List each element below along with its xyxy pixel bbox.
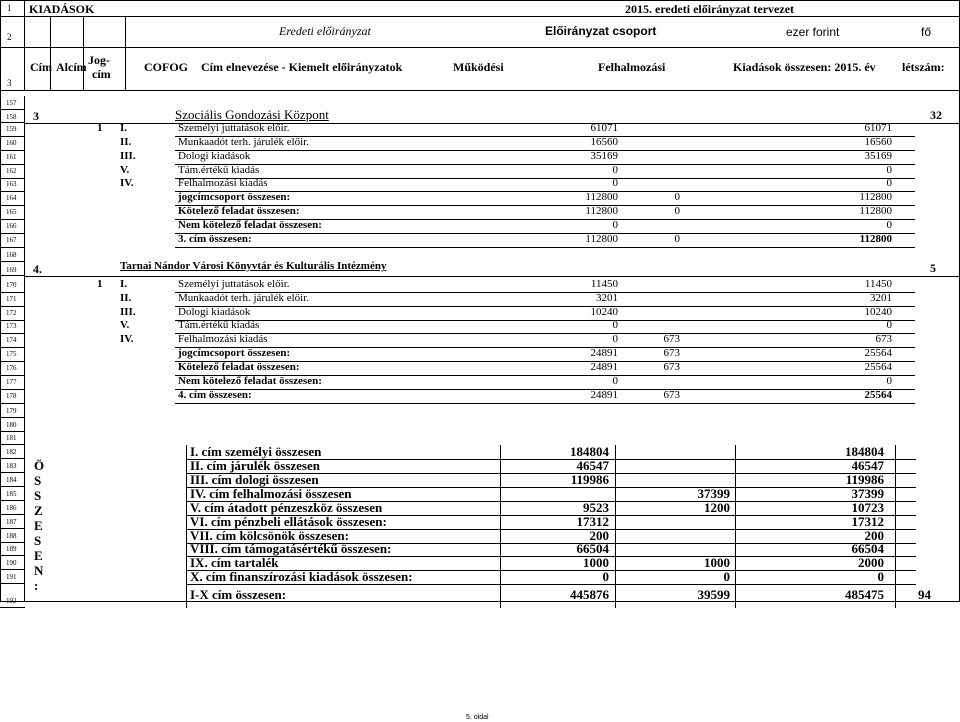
total-label: jogcímcsoport összesen:	[178, 347, 291, 359]
grid-line-v	[24, 96, 25, 602]
osszesen-value: 11450	[864, 278, 892, 290]
felhalmozasi-value: 673	[663, 333, 680, 345]
osszesen-value: 0	[886, 319, 892, 331]
summary-mukodesi: 119986	[570, 472, 609, 487]
summary-vertical-letter: E	[34, 518, 43, 533]
col-cim: Cím	[30, 60, 52, 74]
kiemelt-code: V.	[120, 319, 130, 331]
grid-line-h	[0, 122, 25, 123]
jogcim-number: 1	[97, 122, 103, 134]
kiemelt-code: III.	[120, 150, 136, 162]
summary-label: V. cím átadott pénzeszköz összesen	[190, 500, 383, 515]
row-number: 173	[6, 322, 17, 330]
summary-mukodesi: 66504	[576, 541, 609, 556]
row-number: 165	[6, 208, 17, 216]
osszesen-total: 25564	[864, 389, 892, 401]
grid-line-h	[0, 164, 25, 165]
row-number: 159	[6, 125, 17, 133]
grid-line-h	[175, 178, 915, 179]
row-number: 188	[6, 532, 17, 540]
section-title: Tarnai Nándor Városi Könyvtár és Kulturális Intézmény	[120, 260, 387, 272]
summary-vertical-letter: S	[34, 473, 42, 488]
row-number: 192	[6, 597, 17, 605]
row-number: 179	[6, 407, 17, 415]
summary-vertical-letter: :	[34, 578, 39, 593]
summary-osszesen: 10723	[851, 500, 884, 515]
sheet-title: KIADÁSOK	[29, 2, 95, 16]
felhalmozasi-total: 0	[674, 191, 680, 203]
felhalmozasi-total: 673	[663, 389, 680, 401]
mukodesi-value: 10240	[590, 306, 618, 318]
summary-osszesen: 119986	[845, 472, 884, 487]
col-cofog: COFOG	[144, 60, 188, 74]
mukodesi-total: 24891	[590, 389, 618, 401]
mukodesi-value: 11450	[590, 278, 618, 290]
page-footer: 5. oldal	[466, 714, 489, 721]
kiemelt-label: Munkaadót terh. járulék előir.	[178, 292, 310, 304]
row-number: 183	[6, 462, 17, 470]
grid-line-h	[0, 569, 25, 570]
grid-line-h	[0, 375, 25, 376]
kiemelt-code: V.	[120, 164, 130, 176]
grid-line-h	[186, 584, 916, 585]
total-label: Kötelező feladat összesen:	[178, 205, 300, 217]
osszesen-value: 35169	[864, 150, 892, 162]
grid-line-h	[0, 607, 25, 608]
summary-osszesen: 0	[877, 569, 884, 584]
kiemelt-code: IV.	[120, 333, 134, 345]
grid-line-h	[0, 444, 25, 445]
kiemelt-code: I.	[120, 278, 128, 290]
row-number: 176	[6, 364, 17, 372]
summary-felhalmozasi: 1200	[704, 500, 730, 515]
kiemelt-label: Dologi kiadások	[178, 150, 251, 162]
mukodesi-value: 0	[612, 164, 618, 176]
summary-osszesen: 66504	[851, 541, 884, 556]
felhalmozasi-total: 673	[663, 361, 680, 373]
osszesen-total: 112800	[859, 205, 892, 217]
row-number: 162	[6, 167, 17, 175]
grid-line-h	[0, 389, 25, 390]
summary-label: VI. cím pénzbeli ellátások összesen:	[190, 514, 387, 529]
kiemelt-label: Tám.értékű kiadás	[178, 319, 260, 331]
csoport-header: Előirányzat csoport	[545, 24, 657, 38]
kiemelt-code: II.	[120, 136, 132, 148]
grid-line-v	[24, 0, 25, 16]
row-number: 167	[6, 236, 17, 244]
grid-line-v	[24, 16, 25, 90]
summary-label: IX. cím tartalék	[190, 555, 279, 570]
osszesen-total: 112800	[859, 191, 892, 203]
section-cim-number: 3	[33, 109, 39, 123]
kiemelt-label: Felhalmozási kiadás	[178, 333, 268, 345]
row-number: 163	[6, 180, 17, 188]
kiemelt-code: II.	[120, 292, 132, 304]
row-number: 181	[6, 434, 17, 442]
row-number: 190	[6, 559, 17, 567]
grid-line-h	[175, 403, 915, 404]
sheet-subtitle: 2015. eredeti előirányzat tervezet	[625, 2, 795, 16]
grid-line-h	[0, 47, 960, 48]
col-jogcim-line2: cím	[92, 67, 111, 81]
grid-line-h	[0, 16, 960, 17]
grid-line-h	[0, 347, 25, 348]
fo-header: fő	[921, 25, 932, 39]
grid-line-v	[125, 16, 126, 90]
osszesen-value: 16560	[864, 136, 892, 148]
ezer-forint-header: ezer forint	[786, 25, 840, 39]
row-number: 158	[6, 113, 17, 121]
row-number: 184	[6, 476, 17, 484]
summary-label: II. cím járulék összesen	[190, 458, 320, 473]
row-number: 189	[6, 545, 17, 553]
grid-line-v	[895, 445, 896, 608]
kiemelt-label: Felhalmozási kiadás	[178, 177, 268, 189]
grid-line-h	[0, 205, 25, 206]
grid-line-h	[0, 333, 25, 334]
grid-line-h	[0, 486, 25, 487]
grid-line-h	[0, 361, 25, 362]
grid-line-h	[0, 542, 25, 543]
grid-line-h	[0, 90, 960, 91]
mukodesi-total: 24891	[590, 361, 618, 373]
row-number: 174	[6, 336, 17, 344]
row-number: 2	[7, 32, 12, 42]
osszesen-total: 0	[886, 219, 892, 231]
row-number: 180	[6, 421, 17, 429]
total-label: 4. cím összesen:	[178, 389, 252, 401]
osszesen-value: 0	[886, 177, 892, 189]
summary-felhalmozasi: 1000	[704, 555, 730, 570]
grid-line-h	[0, 275, 25, 276]
row-number: 172	[6, 309, 17, 317]
grid-line-h	[175, 164, 915, 165]
grid-line-h	[0, 109, 25, 110]
row-number: 169	[6, 266, 17, 274]
grid-line-h	[175, 306, 915, 307]
summary-mukodesi: 46547	[576, 458, 609, 473]
summary-label: VII. cím kölcsönök összesen:	[190, 528, 349, 543]
total-label: Nem kötelező feladat összesen:	[178, 219, 322, 231]
section-letszam: 32	[930, 108, 942, 122]
summary-mukodesi: 0	[602, 569, 609, 584]
grid-line-h	[0, 514, 25, 515]
col-cim-elnevezese: Cím elnevezése - Kiemelt előirányzatok	[201, 60, 403, 74]
col-letszam: létszám:	[902, 60, 945, 74]
col-mukodesi: Működési	[453, 60, 504, 74]
kiemelt-label: Személyi juttatások előir.	[178, 278, 290, 290]
row-number: 185	[6, 490, 17, 498]
row-number: 3	[7, 78, 12, 88]
felhalmozasi-total: 0	[674, 205, 680, 217]
mukodesi-value: 16560	[590, 136, 618, 148]
summary-label: X. cím finanszírozási kiadások összesen:	[190, 569, 413, 584]
row-number: 166	[6, 222, 17, 230]
row-number: 175	[6, 350, 17, 358]
grid-line-h	[0, 150, 25, 151]
row-number: 182	[6, 448, 17, 456]
total-label: Kötelező feladat összesen:	[178, 361, 300, 373]
grid-line-h	[0, 472, 25, 473]
osszesen-value: 61071	[864, 122, 892, 134]
summary-vertical-letter: S	[34, 533, 42, 548]
grid-line-h	[0, 136, 25, 137]
grid-line-h	[0, 555, 25, 556]
grid-line-h	[0, 458, 25, 459]
section-cim-number: 4.	[33, 262, 42, 276]
grid-line-h	[0, 601, 960, 602]
col-kiadasok-osszesen: Kiadások összesen: 2015. év	[733, 60, 876, 74]
grid-line-h	[0, 528, 25, 529]
grid-line-v	[50, 16, 51, 90]
mukodesi-value: 0	[612, 333, 618, 345]
grid-line-h	[0, 417, 25, 418]
grid-line-h	[0, 583, 25, 584]
kiemelt-label: Tám.értékű kiadás	[178, 164, 260, 176]
summary-vertical-letter: Z	[34, 503, 43, 518]
grid-line-h	[175, 320, 915, 321]
summary-label: I. cím személyi összesen	[190, 444, 322, 459]
row-number: 170	[6, 281, 17, 289]
row-number: 164	[6, 194, 17, 202]
grid-line-v	[186, 445, 187, 608]
grid-line-v	[83, 16, 84, 90]
grid-line-h	[175, 233, 915, 234]
mukodesi-value: 61071	[590, 122, 618, 134]
grid-line-h	[0, 306, 25, 307]
section-letszam: 5	[930, 261, 936, 275]
summary-vertical-letter: Ö	[34, 458, 45, 473]
mukodesi-total: 112800	[585, 191, 618, 203]
grand-total-label: I-X cím összesen:	[190, 587, 287, 602]
kiemelt-label: Munkaadót terh. járulék előir.	[178, 136, 310, 148]
kiemelt-code: III.	[120, 306, 136, 318]
row-number: 187	[6, 518, 17, 526]
summary-osszesen: 200	[864, 528, 884, 543]
grid-line-h	[0, 219, 25, 220]
col-jogcim-line1: Jog-	[88, 53, 110, 67]
summary-osszesen: 17312	[851, 514, 884, 529]
summary-osszesen: 46547	[851, 458, 884, 473]
col-felhalmozasi: Felhalmozási	[598, 60, 666, 74]
total-label: Nem kötelező feladat összesen:	[178, 375, 322, 387]
summary-mukodesi: 9523	[583, 500, 609, 515]
mukodesi-total: 0	[612, 375, 618, 387]
kiemelt-label: Személyi juttatások előir.	[178, 122, 290, 134]
grid-line-v	[500, 445, 501, 608]
row-number: 160	[6, 139, 17, 147]
kiemelt-code: IV.	[120, 177, 134, 189]
felhalmozasi-total: 0	[674, 233, 680, 245]
mukodesi-value: 0	[612, 177, 618, 189]
mukodesi-total: 0	[612, 219, 618, 231]
grid-line-h	[0, 261, 25, 262]
row-number: 161	[6, 153, 17, 161]
grid-line-h	[0, 292, 25, 293]
grand-total-osszesen: 485475	[845, 587, 884, 602]
row-number: 178	[6, 392, 17, 400]
row-number: 171	[6, 295, 17, 303]
summary-mukodesi: 17312	[576, 514, 609, 529]
total-label: 3. cím összesen:	[178, 233, 252, 245]
summary-mukodesi: 184804	[570, 444, 609, 459]
mukodesi-total: 24891	[590, 347, 618, 359]
eredeti-header: Eredeti előirányzat	[279, 24, 371, 38]
mukodesi-total: 112800	[585, 205, 618, 217]
grid-line-h	[24, 123, 959, 124]
mukodesi-total: 112800	[585, 233, 618, 245]
summary-osszesen: 184804	[845, 444, 884, 459]
summary-vertical-letter: S	[34, 488, 42, 503]
total-label: jogcímcsoport összesen:	[178, 191, 291, 203]
grid-line-h	[0, 500, 25, 501]
grand-total-letszam: 94	[918, 587, 931, 602]
grand-total-mukodesi: 445876	[570, 587, 609, 602]
grand-total-felhalmozasi: 39599	[697, 587, 730, 602]
grid-line-v	[615, 445, 616, 608]
row-number: 1	[7, 3, 12, 13]
jogcim-number: 1	[97, 278, 103, 290]
osszesen-value: 10240	[864, 306, 892, 318]
summary-osszesen: 37399	[851, 486, 884, 501]
kiemelt-code: I.	[120, 122, 128, 134]
summary-mukodesi: 200	[589, 528, 609, 543]
kiemelt-label: Dologi kiadások	[178, 306, 251, 318]
mukodesi-value: 3201	[596, 292, 618, 304]
summary-label: III. cím dologi összesen	[190, 472, 319, 487]
grid-line-h	[175, 247, 915, 248]
osszesen-value: 673	[875, 333, 892, 345]
osszesen-total: 25564	[864, 347, 892, 359]
osszesen-value: 0	[886, 164, 892, 176]
row-number: 157	[6, 99, 17, 107]
grid-line-h	[0, 0, 960, 1]
grid-line-h	[0, 233, 25, 234]
osszesen-total: 112800	[859, 233, 892, 245]
row-number: 177	[6, 378, 17, 386]
osszesen-total: 0	[886, 375, 892, 387]
row-number: 186	[6, 504, 17, 512]
summary-felhalmozasi: 37399	[697, 486, 730, 501]
grid-line-h	[175, 333, 915, 334]
grid-line-v	[735, 445, 736, 608]
grid-line-h	[175, 389, 915, 390]
felhalmozasi-total: 673	[663, 347, 680, 359]
row-number: 191	[6, 573, 17, 581]
osszesen-value: 3201	[870, 292, 892, 304]
summary-felhalmozasi: 0	[723, 569, 730, 584]
summary-vertical-letter: N	[34, 563, 44, 578]
grid-line-h	[0, 403, 25, 404]
summary-vertical-letter: E	[34, 548, 43, 563]
section-title: Szociális Gondozási Központ	[175, 107, 329, 122]
grid-line-h	[0, 191, 25, 192]
row-number: 168	[6, 251, 17, 259]
osszesen-total: 25564	[864, 361, 892, 373]
mukodesi-value: 0	[612, 319, 618, 331]
grid-line-h	[24, 276, 959, 277]
summary-osszesen: 2000	[858, 555, 884, 570]
grid-line-h	[0, 247, 25, 248]
summary-label: IV. cím felhalmozási összesen	[190, 486, 352, 501]
summary-mukodesi: 1000	[583, 555, 609, 570]
grid-line-v	[0, 0, 1, 602]
col-alcim: Alcím	[56, 60, 87, 74]
grid-line-h	[0, 178, 25, 179]
grid-line-h	[0, 320, 25, 321]
grid-line-h	[0, 431, 25, 432]
mukodesi-value: 35169	[590, 150, 618, 162]
summary-label: VIII. cím támogatásértékű összesen:	[190, 541, 392, 556]
grid-line-h	[175, 150, 915, 151]
